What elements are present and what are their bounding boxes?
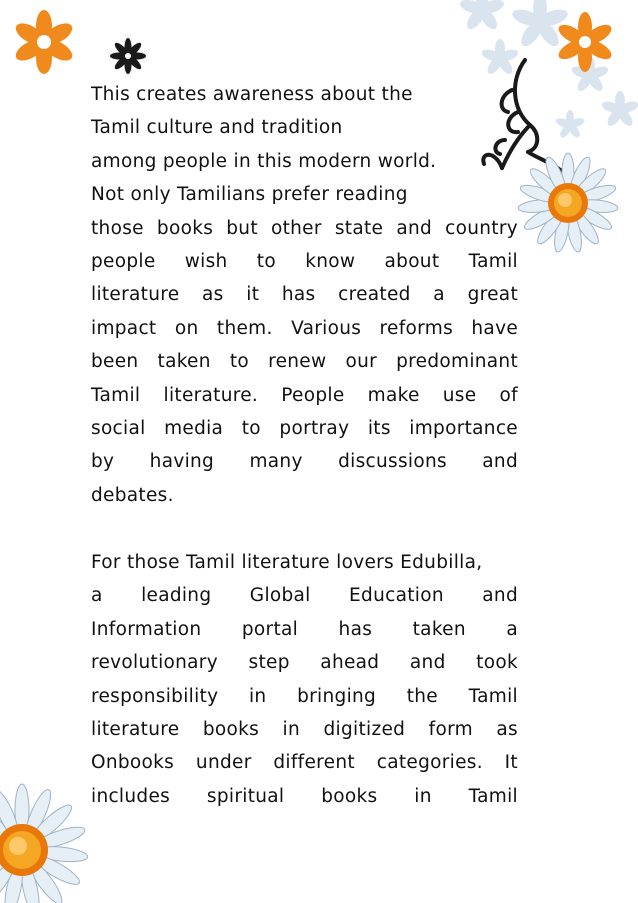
text-line: those books but other state and country [91,217,518,239]
text-line: among people in this modern world. [91,150,437,172]
text-line: a leading Global Education and [91,585,518,607]
text-line: includes spiritual books in Tamil [91,785,518,807]
text-line: been taken to renew our predominant [91,351,518,373]
text-line: revolutionary step ahead and took [91,652,518,674]
paragraph-2 [91,546,518,813]
orange-flower-icon [8,6,80,78]
text-line: Onbooks under different categories. It [91,752,518,774]
text-line: responsibility in bringing the Tamil [91,685,518,707]
text-line: debates. [91,484,174,506]
text-line: literature books in digitized form as [91,718,518,740]
text-line: literature as it has created a great [91,284,518,306]
text-line: by having many discussions and [91,451,518,473]
text-line: social media to portray its importance [91,417,518,439]
text-line: For those Tamil literature lovers Edubilla, [91,552,483,573]
black-asterisk-flower-icon [108,36,148,76]
text-line: Tamil literature. People make use of [91,384,518,406]
text-line: Not only Tamilians prefer reading [91,184,408,206]
paragraph-1 [91,78,518,512]
text-line: This creates awareness about the [91,84,413,105]
text-line: people wish to know about Tamil [91,250,518,272]
text-line: Information portal has taken a [91,618,518,640]
text-line: impact on them. Various reforms have [91,317,518,339]
text-line: Tamil culture and tradition [91,117,343,139]
